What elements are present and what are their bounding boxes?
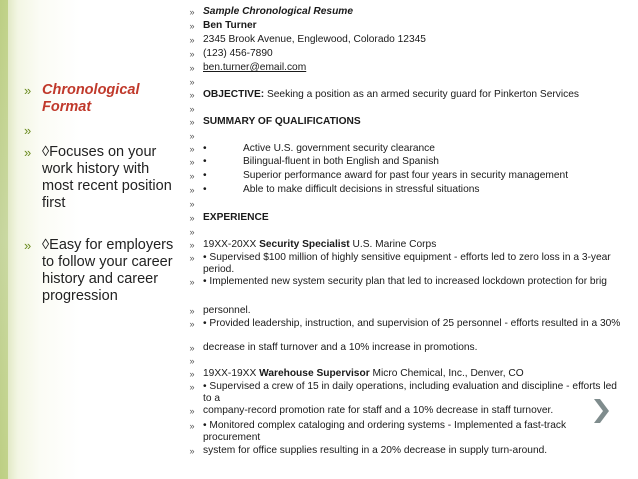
qualification-item [181, 184, 621, 196]
qualification-label: Bilingual-fluent in both English and Spanish [243, 156, 439, 167]
left-edge-decoration [0, 0, 8, 479]
line-marker-icon: » [189, 104, 195, 114]
resume-title: Sample Chronological Resume [203, 6, 354, 17]
job1-header [203, 239, 621, 251]
qual-bullet-icon: • [203, 170, 207, 181]
job2-title: Warehouse Supervisor [259, 368, 370, 379]
line-marker-icon: » [189, 343, 195, 353]
experience-heading: EXPERIENCE [203, 212, 269, 223]
line-marker-icon: » [189, 21, 195, 31]
bullet-marker-icon: » [24, 145, 32, 160]
resume-blank-line [181, 76, 621, 88]
next-slide-button[interactable] [594, 399, 609, 423]
line-marker-icon: » [189, 77, 195, 87]
job1-detail-text: • Supervised $100 million of highly sensitive equipment - efforts led to zero loss in a 3-year period. [203, 252, 611, 275]
summary-heading: SUMMARY OF QUALIFICATIONS [203, 116, 361, 127]
line-marker-icon: » [189, 7, 195, 17]
line-marker-icon: » [189, 369, 195, 379]
resume-objective-line [181, 89, 621, 101]
resume-experience-heading-line [181, 212, 621, 224]
resume-name-line [181, 20, 621, 32]
job1-detail-text: personnel. [203, 305, 251, 316]
job1-detail-line [181, 342, 621, 354]
resume-blank-line [181, 103, 621, 115]
line-marker-icon: » [189, 117, 195, 127]
line-marker-icon: » [189, 277, 195, 287]
line-marker-icon: » [189, 446, 195, 456]
candidate-address: 2345 Brook Avenue, Englewood, Colorado 12345 [203, 34, 426, 45]
line-marker-icon: » [189, 63, 195, 73]
job2-org: Micro Chemical, Inc., Denver, CO [369, 368, 524, 379]
job1-header-line [181, 239, 621, 251]
qual-bullet-icon: • [203, 184, 207, 195]
line-marker-icon: » [189, 199, 195, 209]
left-bullet-format [24, 82, 182, 116]
easy-point-text: ◊Easy for employers to follow your career history and career progression [42, 237, 174, 304]
chevron-right-icon[interactable] [589, 397, 613, 425]
job2-detail-line [181, 381, 621, 405]
candidate-phone: (123) 456-7890 [203, 48, 273, 59]
qualification-item [181, 170, 621, 182]
job1-detail-line [181, 252, 621, 276]
left-bullet-empty [24, 122, 182, 139]
resume-panel [181, 0, 638, 479]
line-marker-icon: » [189, 240, 195, 250]
job2-detail-text: company-record promotion rate for staff and a 10% decrease in staff turnover. [203, 405, 554, 416]
line-marker-icon: » [189, 306, 195, 316]
bullet-marker-icon: » [24, 123, 32, 138]
qualification-item [181, 143, 621, 155]
job1-detail-line [181, 318, 621, 330]
left-bullet-easy [24, 237, 182, 305]
job2-dates: 19XX-19XX [203, 368, 260, 379]
bullet-marker-icon: » [24, 238, 32, 253]
line-marker-icon: » [189, 213, 195, 223]
line-marker-icon: » [189, 90, 195, 100]
qualification-text [203, 143, 621, 155]
line-marker-icon: » [189, 382, 195, 392]
resume-blank-line [181, 198, 621, 210]
qualification-label: Superior performance award for past four years in security management [243, 170, 569, 181]
line-marker-icon: » [189, 356, 195, 366]
job1-title: Security Specialist [259, 239, 350, 250]
resume-address-line [181, 34, 621, 46]
line-marker-icon: » [189, 319, 195, 329]
qualification-label: Active U.S. government security clearance [243, 143, 435, 154]
job1-org: U.S. Marine Corps [349, 239, 437, 250]
job1-detail-line [181, 276, 621, 288]
job2-detail-line [181, 445, 621, 457]
bullet-marker-icon: » [24, 83, 32, 98]
qualification-item [181, 156, 621, 168]
left-panel [0, 0, 183, 479]
left-bullet-focus [24, 144, 182, 212]
job2-detail-text: system for office supplies resulting in a 20% decrease in supply turn-around. [203, 445, 548, 456]
left-bullet-list [24, 82, 182, 305]
objective-text: Seeking a position as an armed security guard for Pinkerton Services [264, 89, 579, 100]
resume-blank-line [181, 226, 621, 238]
qualification-text [203, 156, 621, 168]
resume-blank-line [181, 130, 621, 142]
line-marker-icon: » [189, 253, 195, 263]
job1-detail-text: • Implemented new system security plan that led to increased lockdown protection for brig [203, 276, 607, 287]
job1-dates: 19XX-20XX [203, 239, 260, 250]
job1-detail-line [181, 305, 621, 317]
qualification-text [203, 170, 621, 182]
line-marker-icon: » [189, 171, 195, 181]
line-marker-icon: » [189, 406, 195, 416]
qual-bullet-icon: • [203, 156, 207, 167]
line-marker-icon: » [189, 49, 195, 59]
line-marker-icon: » [189, 185, 195, 195]
resume-blank-line [181, 355, 621, 367]
line-marker-icon: » [189, 35, 195, 45]
candidate-email-link[interactable]: ben.turner@email.com [203, 62, 307, 73]
line-marker-icon: » [189, 157, 195, 167]
job2-detail-text: • Monitored complex cataloging and ordering systems - Implemented a fast-track procurement [203, 420, 567, 443]
resume-email-line [181, 62, 621, 74]
line-marker-icon: » [189, 227, 195, 237]
job1-detail-text: • Provided leadership, instruction, and supervision of 25 personnel - efforts resulted in a 30% [203, 318, 621, 329]
line-marker-icon: » [189, 131, 195, 141]
job1-detail-text: decrease in staff turnover and a 10% increase in promotions. [203, 342, 478, 353]
line-marker-icon: » [189, 421, 195, 431]
resume-phone-line [181, 48, 621, 60]
job2-header-line [181, 368, 621, 380]
job2-header [203, 368, 621, 380]
job2-detail-line [181, 405, 621, 417]
qualification-label: Able to make difficult decisions in stressful situations [243, 184, 480, 195]
candidate-name: Ben Turner [203, 20, 257, 31]
resume-summary-heading-line [181, 116, 621, 128]
qualification-text [203, 184, 621, 196]
job2-detail-line [181, 420, 621, 444]
qual-bullet-icon: • [203, 143, 207, 154]
focus-point-text: ◊Focuses on your work history with most recent position first [42, 144, 172, 211]
line-marker-icon: » [189, 144, 195, 154]
objective-statement [203, 89, 621, 101]
resume-title-line [181, 6, 621, 18]
objective-label: OBJECTIVE: [203, 89, 265, 100]
format-heading: Chronological Format [42, 82, 140, 115]
job2-detail-text: • Supervised a crew of 15 in daily operations, including evaluation and discipline - efforts led to a [203, 381, 617, 404]
